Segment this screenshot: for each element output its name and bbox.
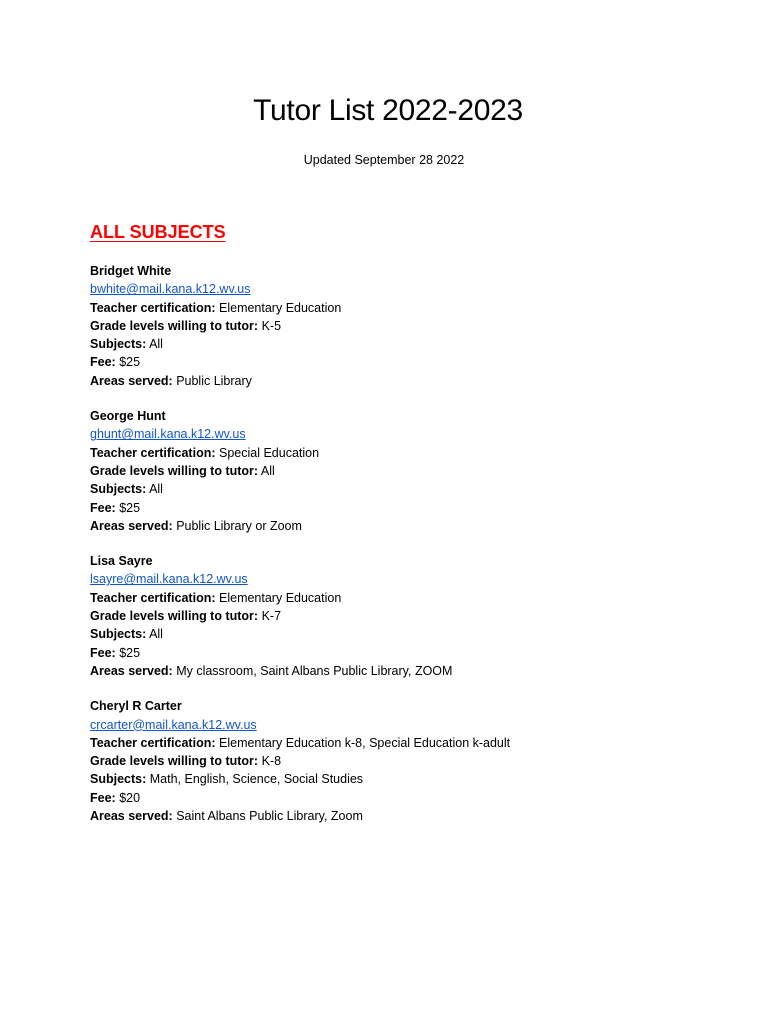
fee-row	[90, 789, 730, 807]
grades-value: All	[260, 463, 275, 478]
certification-value: Elementary Education k-8, Special Education k-adult	[219, 735, 511, 750]
subjects-value: All	[149, 482, 163, 497]
subjects-row	[90, 480, 730, 498]
tutor-name: Lisa Sayre	[90, 554, 153, 569]
grades-label: Grade levels willing to tutor:	[90, 463, 259, 478]
section-heading-all-subjects: ALL SUBJECTS	[90, 222, 226, 242]
subjects-value: All	[149, 337, 163, 352]
grades-row	[90, 607, 730, 625]
subjects-label: Subjects:	[90, 772, 147, 787]
fee-value: $25	[119, 355, 141, 370]
fee-value: $25	[119, 645, 141, 660]
tutor-entry	[90, 552, 730, 680]
areas-value: Saint Albans Public Library, Zoom	[176, 809, 363, 824]
tutor-name: George Hunt	[90, 409, 166, 424]
fee-row	[90, 644, 730, 662]
areas-label: Areas served:	[90, 373, 173, 388]
fee-row	[90, 499, 730, 517]
grades-row	[90, 317, 730, 335]
page-title: Tutor List 2022-2023	[253, 94, 523, 127]
tutor-email-link[interactable]: ghunt@mail.kana.k12.wv.us	[90, 427, 246, 442]
areas-value: Public Library	[176, 373, 252, 388]
tutor-name: Bridget White	[90, 264, 172, 278]
subjects-label: Subjects:	[90, 627, 147, 642]
fee-value: $20	[119, 790, 141, 805]
certification-value: Elementary Education	[219, 300, 342, 315]
fee-row	[90, 353, 730, 371]
subjects-value: Math, English, Science, Social Studies	[149, 772, 364, 787]
subjects-row	[90, 625, 730, 643]
subjects-label: Subjects:	[90, 337, 147, 352]
areas-row	[90, 517, 730, 535]
tutor-entry	[90, 262, 730, 390]
grades-value: K-7	[261, 609, 282, 624]
tutor-name: Cheryl R Carter	[90, 699, 182, 714]
areas-value: My classroom, Saint Albans Public Library, ZOOM	[176, 663, 453, 678]
fee-label: Fee:	[90, 355, 116, 370]
certification-value: Elementary Education	[219, 590, 342, 605]
fee-label: Fee:	[90, 500, 116, 515]
areas-label: Areas served:	[90, 809, 173, 824]
grades-row	[90, 462, 730, 480]
areas-row	[90, 372, 730, 390]
certification-label: Teacher certification:	[90, 300, 216, 315]
areas-row	[90, 662, 730, 680]
tutor-email-link[interactable]: bwhite@mail.kana.k12.wv.us	[90, 282, 251, 297]
tutor-entry	[90, 407, 730, 535]
certification-value: Special Education	[219, 445, 320, 460]
certification-label: Teacher certification:	[90, 445, 216, 460]
subjects-value: All	[149, 627, 163, 642]
tutor-entry	[90, 697, 730, 825]
certification-label: Teacher certification:	[90, 735, 216, 750]
subjects-label: Subjects:	[90, 482, 147, 497]
subjects-row	[90, 335, 730, 353]
areas-row	[90, 807, 730, 825]
subjects-row	[90, 770, 730, 788]
certification-row	[90, 299, 730, 317]
fee-label: Fee:	[90, 645, 116, 660]
certification-label: Teacher certification:	[90, 590, 216, 605]
grades-value: K-5	[261, 318, 282, 333]
certification-row	[90, 589, 730, 607]
certification-row	[90, 444, 730, 462]
tutor-email-link[interactable]: lsayre@mail.kana.k12.wv.us	[90, 572, 248, 587]
grades-label: Grade levels willing to tutor:	[90, 609, 259, 624]
areas-label: Areas served:	[90, 518, 173, 533]
updated-date: Updated September 28 2022	[303, 153, 465, 167]
grades-row	[90, 752, 730, 770]
fee-label: Fee:	[90, 790, 116, 805]
fee-value: $25	[119, 500, 141, 515]
areas-value: Public Library or Zoom	[176, 518, 302, 533]
tutor-list	[90, 262, 730, 842]
tutor-email-link[interactable]: crcarter@mail.kana.k12.wv.us	[90, 717, 257, 732]
areas-label: Areas served:	[90, 663, 173, 678]
grades-label: Grade levels willing to tutor:	[90, 318, 259, 333]
grades-label: Grade levels willing to tutor:	[90, 754, 259, 769]
certification-row	[90, 734, 730, 752]
grades-value: K-8	[261, 754, 282, 769]
